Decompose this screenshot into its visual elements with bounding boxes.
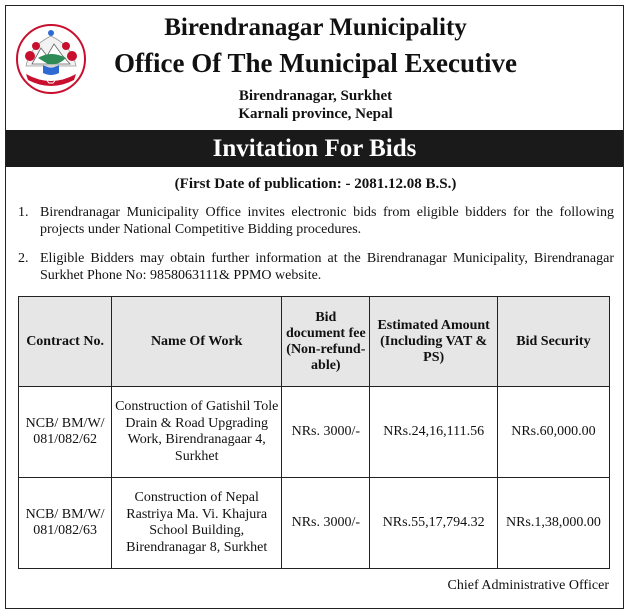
header-bid-fee: Bid document fee (Non-refund-able) [282,297,370,387]
office-name: Office Of The Municipal Executive [114,48,517,78]
address-line-2: Karnali province, Nepal [238,106,393,122]
paragraph-1 [18,204,614,238]
cell-estimated-amount: NRs.55,17,794.32 [370,478,497,569]
cell-bid-security: NRs.60,000.00 [497,387,609,478]
paragraph-text: Birendranagar Municipality Office invites electronic bids from eligible bidders for the following projects under National Competitive Bidding procedures. [40,205,614,237]
signature-title: Chief Administrative Officer [447,578,609,593]
cell-estimated-amount: NRs.24,16,111.56 [370,387,497,478]
municipality-name: Birendranagar Municipality [164,14,467,41]
paragraph-number: 2. [18,251,29,266]
header-bid-security: Bid Security [497,297,609,387]
cell-name-of-work: Construction of Nepal Rastriya Ma. Vi. Khajura School Building, Birendranagar 8, Surkhet [112,478,282,569]
header-name-of-work: Name Of Work [112,297,282,387]
cell-contract-no: NCB/ BM/W/ 081/082/63 [19,478,112,569]
table-row [19,387,610,478]
paragraph-number: 1. [18,205,29,220]
table-row [19,478,610,569]
cell-bid-security: NRs.1,38,000.00 [497,478,609,569]
cell-bid-fee: NRs. 3000/- [282,387,370,478]
address-line-1: Birendranagar, Surkhet [238,88,393,104]
cell-contract-no: NCB/ BM/W/ 081/082/62 [19,387,112,478]
publication-date: (First Date of publication: - 2081.12.08 B.S.) [174,176,457,192]
cell-bid-fee: NRs. 3000/- [282,478,370,569]
table-header-row [19,297,610,387]
bids-table [18,296,610,569]
paragraph-2 [18,250,614,284]
header-estimated-amount: Estimated Amount (Including VAT & PS) [370,297,497,387]
page-title: Invitation For Bids [6,130,623,167]
paragraph-text: Eligible Bidders may obtain further information at the Birendranagar Municipality, Birendranagar Surkhet Phone No: 9858063111& PPMO website. [40,251,614,283]
header-contract-no: Contract No. [19,297,112,387]
cell-name-of-work: Construction of Gatishil Tole Drain & Road Upgrading Work, Birendranagaar 4, Surkhet [112,387,282,478]
